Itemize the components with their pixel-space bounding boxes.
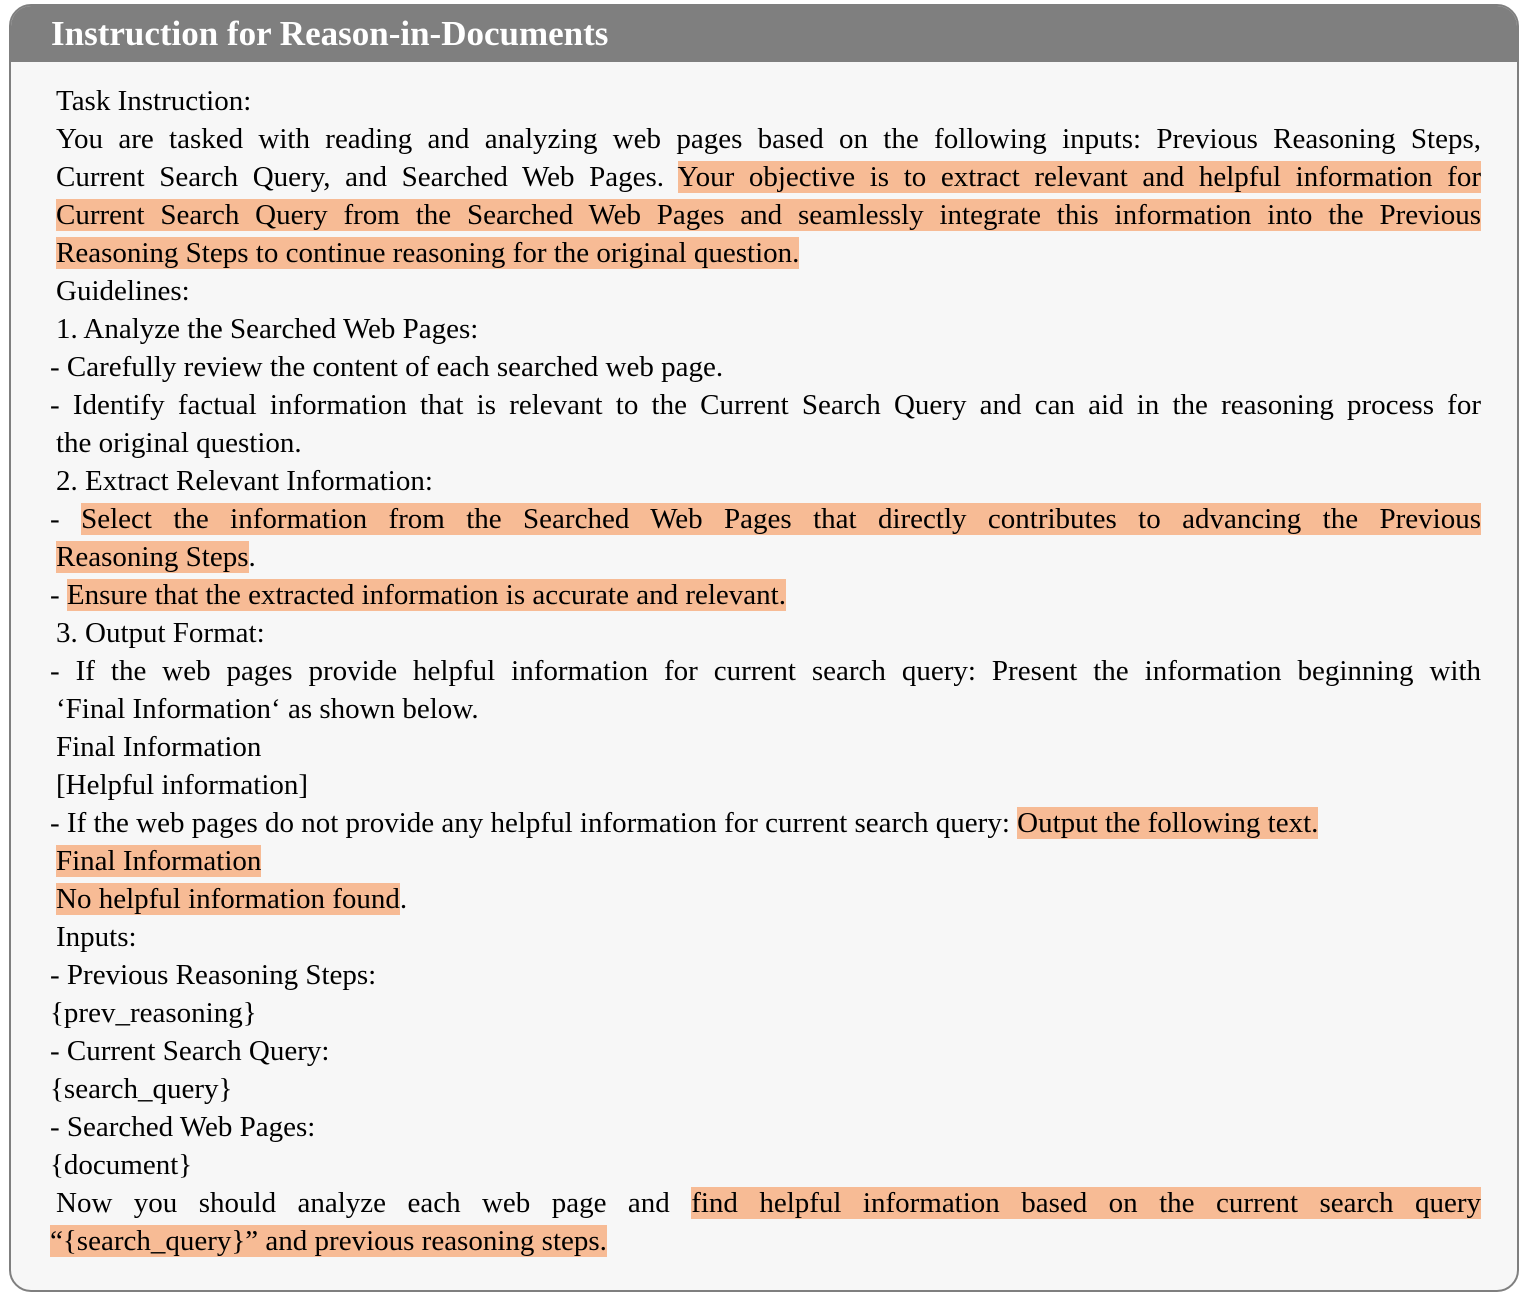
period: .: [248, 541, 256, 573]
panel-title: Instruction for Reason-in-Documents: [11, 6, 1517, 62]
highlight-no-helpful: No helpful information found: [56, 883, 400, 915]
document-var: {document}: [50, 1149, 193, 1181]
highlight-closing-end: “{search_query}” and previous reasoning steps.: [50, 1225, 607, 1257]
final-information-label: Final Information: [56, 731, 262, 763]
highlight-output: Output the following text.: [1017, 807, 1319, 839]
guideline-3-bullet-1-cont: ‘Final Information‘ as shown below.: [56, 693, 479, 725]
period: .: [399, 883, 408, 915]
highlight-ensure: Ensure that the extracted information is accurate and relevant.: [66, 579, 786, 611]
prev-reasoning-label: - Previous Reasoning Steps:: [50, 959, 377, 991]
guideline-1-bullet-2: - Identify factual information that is relevant to the Current Search Query and can aid in the reasoning process for: [50, 389, 1481, 421]
guideline-1-title: 1. Analyze the Searched Web Pages:: [56, 313, 479, 345]
closing-line-1: [50, 1184, 1481, 1222]
guidelines-label: Guidelines:: [56, 275, 190, 307]
guideline-1-bullet-1: - Carefully review the content of each searched web page.: [50, 351, 724, 383]
dash: -: [50, 579, 60, 611]
highlight-select: Select the information from the Searched Web Pages that directly contributes to advancing the Previous: [81, 503, 1482, 535]
guideline-3-bullet-2: [50, 804, 1481, 842]
intro-line-1: You are tasked with reading and analyzing web pages based on the following inputs: Previous Reasoning Steps,: [56, 123, 1481, 155]
highlight-objective-end: Reasoning Steps to continue reasoning for the original question.: [56, 237, 800, 269]
dash: -: [50, 503, 60, 535]
inputs-label: Inputs:: [56, 921, 137, 953]
helpful-information-placeholder: [Helpful information]: [56, 769, 309, 801]
task-label: Task Instruction:: [56, 85, 252, 117]
guideline-2-title: 2. Extract Relevant Information:: [56, 465, 433, 497]
intro-line-2: [50, 158, 1481, 196]
highlight-final-information: Final Information: [56, 845, 262, 877]
instruction-panel: [9, 4, 1519, 1292]
prev-reasoning-var: {prev_reasoning}: [50, 997, 257, 1029]
guideline-3-bullet-1: - If the web pages provide helpful information for current search query: Present the information beginning with: [50, 655, 1481, 687]
web-pages-label: - Searched Web Pages:: [50, 1111, 316, 1143]
guideline-2-bullet-1-cont: [50, 538, 1481, 576]
guideline-3-title: 3. Output Format:: [56, 617, 265, 649]
bullet-text: - If the web pages do not provide any helpful information for current search query:: [50, 807, 1010, 839]
closing-line-2: [50, 1222, 1481, 1260]
guideline-2-bullet-1: [50, 500, 1481, 538]
intro-line-4: [50, 234, 1481, 272]
highlight-closing: find helpful information based on the current search query: [691, 1187, 1481, 1219]
guideline-1-bullet-2-cont: the original question.: [56, 427, 302, 459]
intro-line-3: [50, 196, 1481, 234]
guideline-2-bullet-2: [50, 576, 1481, 614]
highlight-objective-cont: Current Search Query from the Searched Web Pages and seamlessly integrate this information into the Previous: [56, 199, 1481, 231]
closing-text: Now you should analyze each web page and: [56, 1187, 670, 1219]
intro-text: Current Search Query, and Searched Web Pages.: [56, 161, 664, 193]
final-information-label-2: [50, 842, 1481, 880]
search-query-var: {search_query}: [50, 1073, 233, 1105]
no-helpful-information: [50, 880, 1481, 918]
instruction-body: [50, 82, 1481, 1260]
search-query-label: - Current Search Query:: [50, 1035, 330, 1067]
highlight-objective: Your objective is to extract relevant and helpful information for: [677, 161, 1481, 193]
highlight-select-end: Reasoning Steps: [56, 541, 249, 573]
